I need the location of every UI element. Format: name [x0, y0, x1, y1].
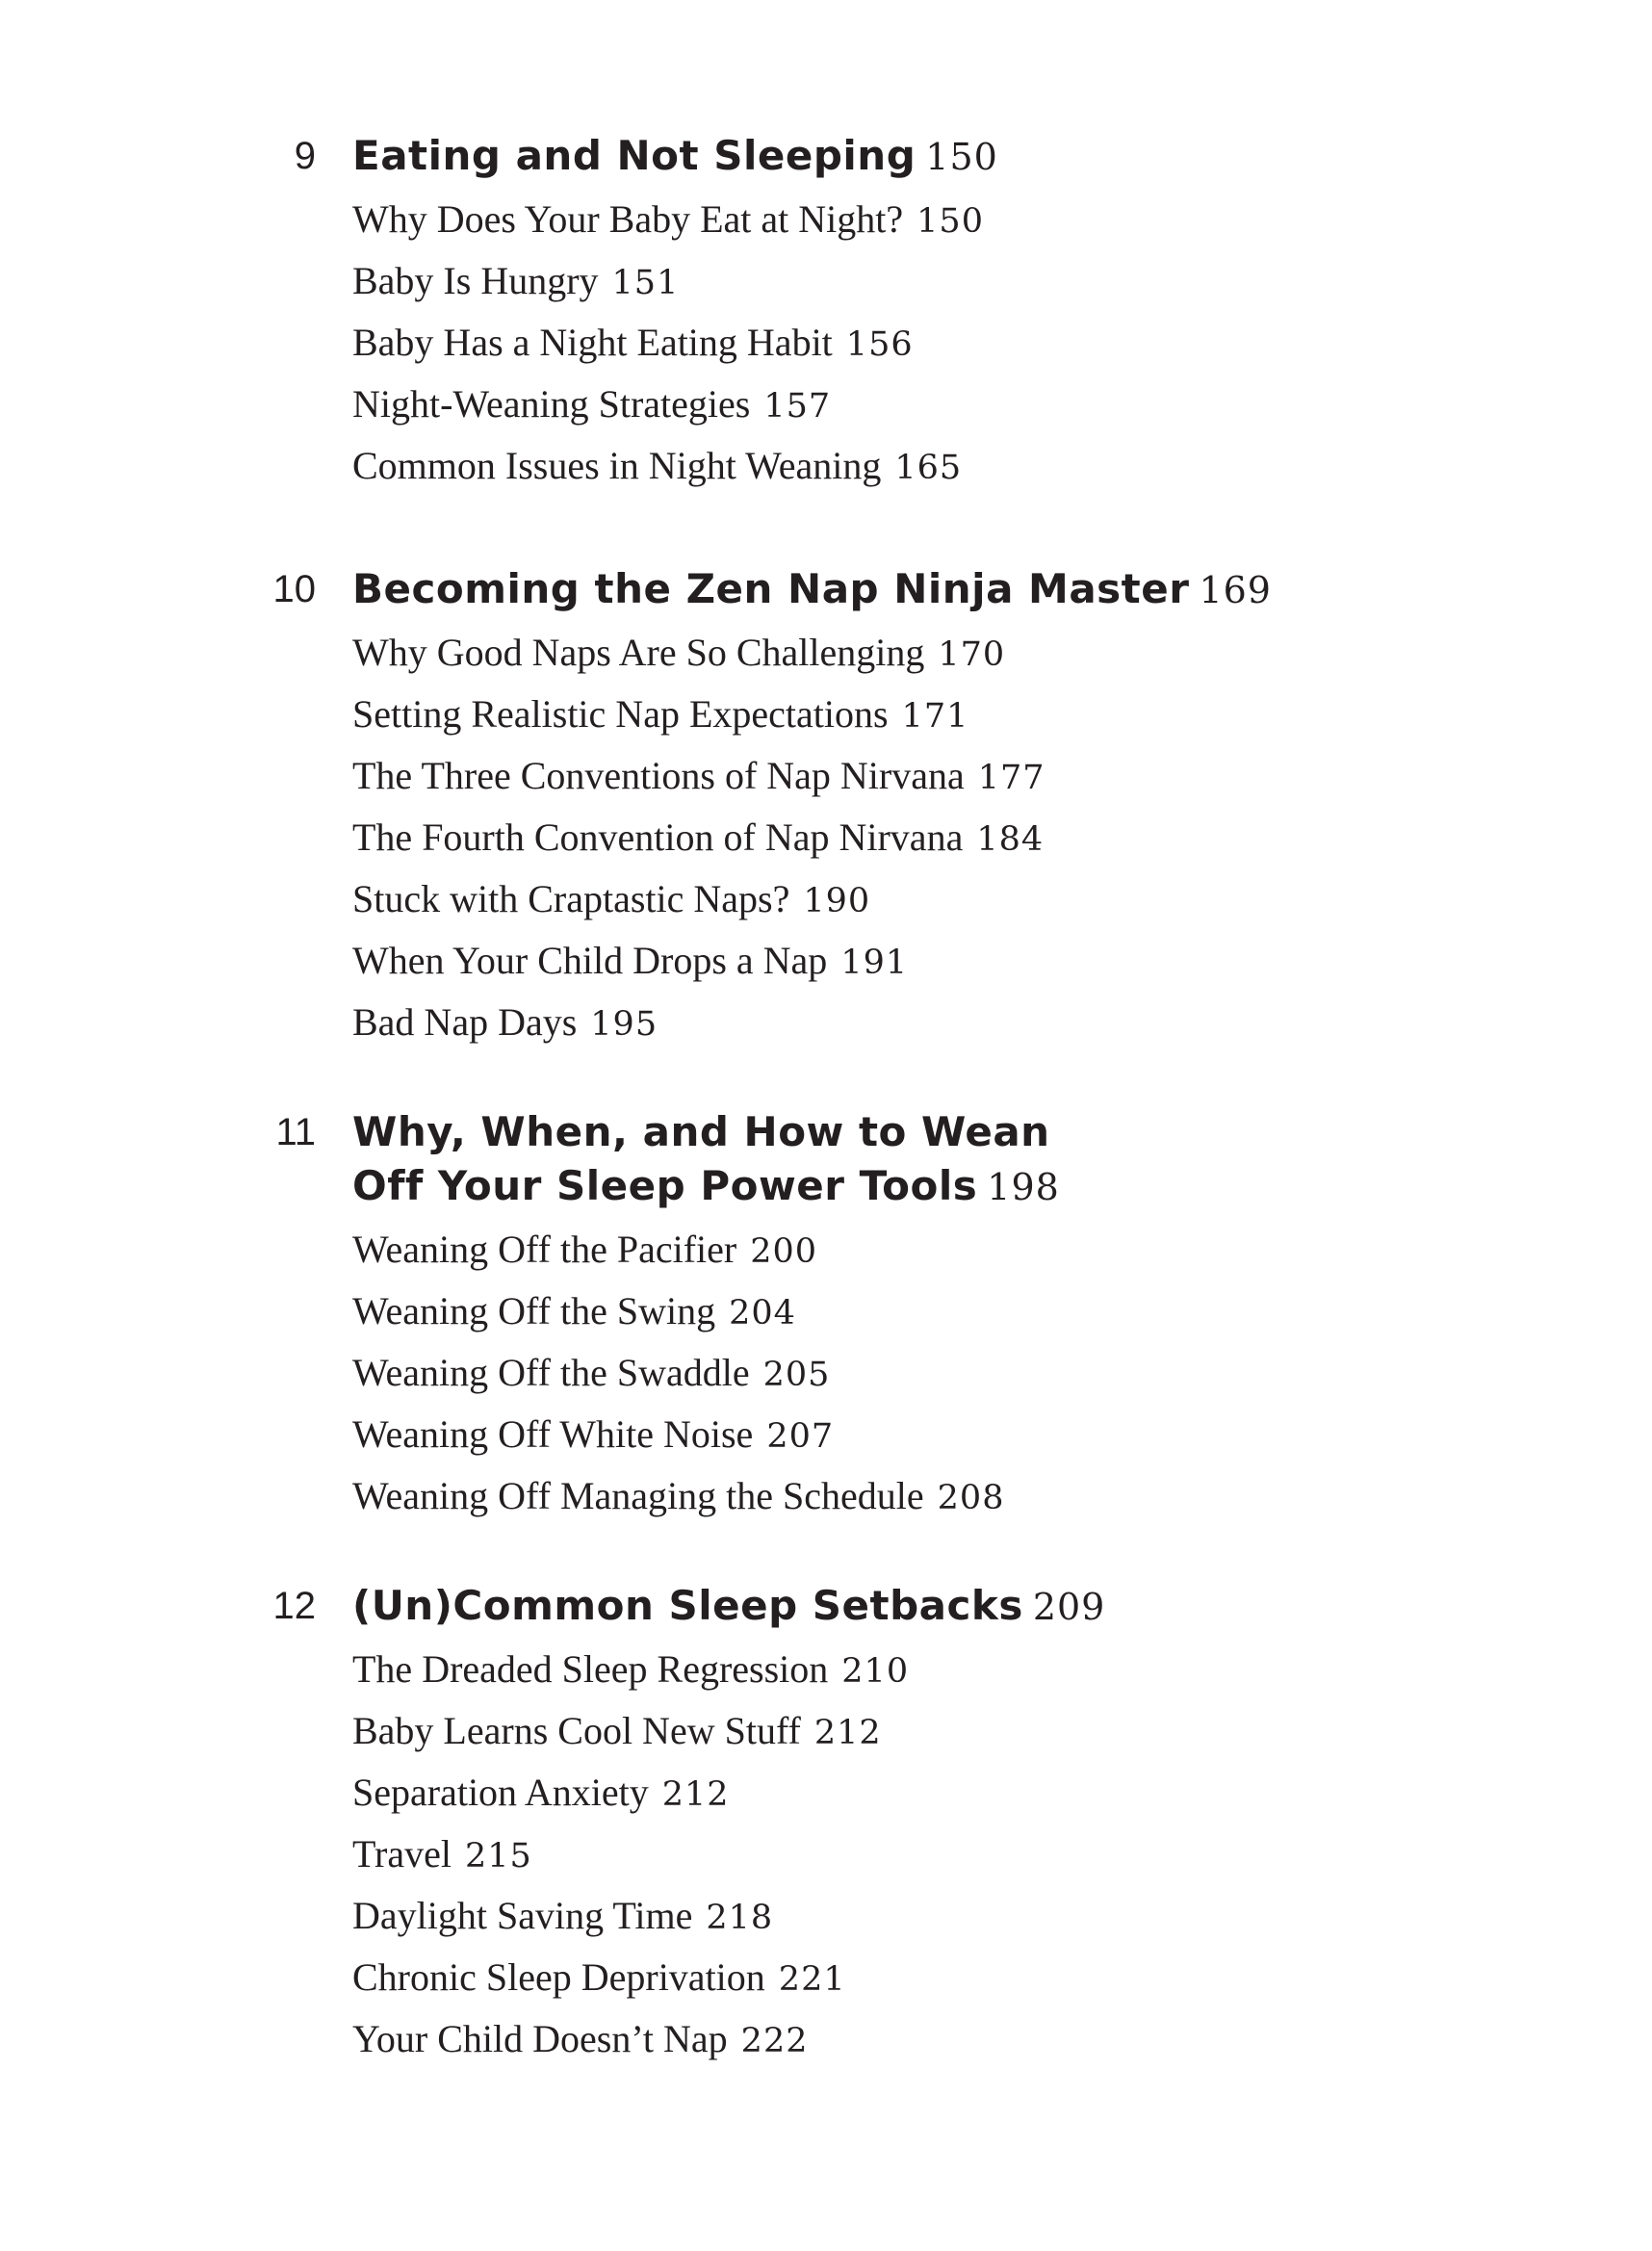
entry-page-number: 205: [762, 1356, 831, 1394]
entry-page-number: 156: [845, 325, 914, 364]
entry-title: Weaning Off the Swaddle: [352, 1351, 750, 1394]
entry-title: Chronic Sleep Deprivation: [352, 1955, 765, 1999]
chapter-title-line: (Un)Common Sleep Setbacks: [352, 1582, 1023, 1629]
entry-title: The Fourth Convention of Nap Nirvana: [352, 815, 964, 859]
chapter-title: [352, 562, 1272, 617]
toc-entry: [352, 1766, 730, 1822]
entry-title: Daylight Saving Time: [352, 1894, 693, 1937]
entry-page-number: 165: [894, 449, 963, 487]
entry-title: Weaning Off White Noise: [352, 1412, 754, 1456]
toc-entry: [352, 626, 1005, 682]
toc-entry: [352, 1827, 532, 1883]
chapter-title: [352, 1579, 1105, 1634]
entry-title: Stuck with Craptastic Naps?: [352, 877, 790, 920]
toc-entry: [352, 872, 870, 928]
toc-entry: [352, 996, 658, 1051]
entry-title: Baby Has a Night Eating Habit: [352, 321, 833, 364]
chapter-number: 10: [272, 568, 316, 610]
chapter-title: [352, 129, 998, 184]
entry-title: The Dreaded Sleep Regression: [352, 1647, 829, 1691]
entry-page-number: 215: [464, 1837, 532, 1876]
entry-page-number: 151: [611, 264, 680, 302]
entry-title: Common Issues in Night Weaning: [352, 444, 882, 487]
toc-entry: [352, 1889, 773, 1945]
entry-page-number: 150: [916, 202, 984, 241]
entry-page-number: 222: [740, 2022, 809, 2060]
chapter-title: [352, 1105, 1050, 1159]
chapter-page-number: 169: [1199, 569, 1272, 611]
chapter-title-line: Why, When, and How to Wean: [352, 1108, 1050, 1155]
entry-title: Baby Is Hungry: [352, 259, 599, 302]
toc-entry: [352, 1951, 846, 2006]
entry-page-number: 195: [590, 1005, 658, 1044]
entry-title: Why Does Your Baby Eat at Night?: [352, 197, 904, 241]
entry-page-number: 184: [976, 820, 1045, 859]
chapter-page-number: 209: [1032, 1586, 1106, 1628]
toc-entry: [352, 439, 962, 495]
entry-title: When Your Child Drops a Nap: [352, 939, 828, 982]
toc-entry: [352, 1223, 817, 1279]
toc-entry: [352, 1643, 909, 1698]
toc-entry: [352, 811, 1044, 867]
toc-entry: [352, 934, 908, 990]
entry-page-number: 170: [938, 635, 1006, 674]
entry-title: The Three Conventions of Nap Nirvana: [352, 754, 965, 797]
entry-page-number: 177: [977, 759, 1045, 797]
entry-page-number: 212: [661, 1775, 730, 1814]
toc-entry: [352, 377, 831, 433]
entry-page-number: 218: [706, 1899, 774, 1937]
entry-title: Your Child Doesn’t Nap: [352, 2017, 728, 2060]
toc-entry: [352, 1704, 882, 1760]
chapter-number: 11: [275, 1111, 316, 1153]
chapter-title-line: Off Your Sleep Power Tools: [352, 1162, 978, 1209]
entry-page-number: 210: [841, 1652, 910, 1691]
entry-title: Weaning Off the Swing: [352, 1289, 716, 1332]
entry-page-number: 190: [803, 882, 871, 920]
entry-title: Setting Realistic Nap Expectations: [352, 692, 889, 736]
entry-title: Bad Nap Days: [352, 1000, 578, 1044]
entry-title: Why Good Naps Are So Challenging: [352, 631, 925, 674]
chapter-number: 12: [272, 1585, 316, 1627]
chapter-number: 9: [294, 135, 316, 177]
chapter-title: [352, 1159, 1060, 1214]
entry-page-number: 208: [937, 1479, 1005, 1517]
toc-entry: [352, 316, 914, 372]
entry-page-number: 157: [763, 387, 832, 426]
chapter-title-line: Becoming the Zen Nap Ninja Master: [352, 565, 1190, 612]
chapter-page-number: 150: [925, 136, 998, 178]
toc-entry: [352, 2012, 808, 2068]
entry-page-number: 204: [729, 1294, 796, 1332]
entry-title: Separation Anxiety: [352, 1771, 649, 1814]
entry-page-number: 191: [840, 944, 909, 982]
toc-entry: [352, 687, 968, 743]
entry-page-number: 200: [750, 1232, 818, 1271]
chapter-title-line: Eating and Not Sleeping: [352, 132, 916, 179]
toc-entry: [352, 1284, 796, 1340]
entry-title: Weaning Off Managing the Schedule: [352, 1474, 924, 1517]
entry-page-number: 221: [778, 1960, 846, 1999]
entry-page-number: 171: [901, 697, 969, 736]
entry-title: Night-Weaning Strategies: [352, 382, 751, 426]
toc-entry: [352, 1469, 1004, 1525]
entry-page-number: 207: [766, 1417, 835, 1456]
toc-entry: [352, 749, 1045, 805]
entry-title: Travel: [352, 1832, 452, 1876]
entry-page-number: 212: [813, 1714, 882, 1752]
toc-entry: [352, 193, 984, 248]
toc-entry: [352, 1346, 830, 1402]
toc-entry: [352, 254, 679, 310]
toc-entry: [352, 1408, 834, 1463]
chapter-page-number: 198: [987, 1166, 1060, 1208]
entry-title: Baby Learns Cool New Stuff: [352, 1709, 801, 1752]
entry-title: Weaning Off the Pacifier: [352, 1228, 737, 1271]
